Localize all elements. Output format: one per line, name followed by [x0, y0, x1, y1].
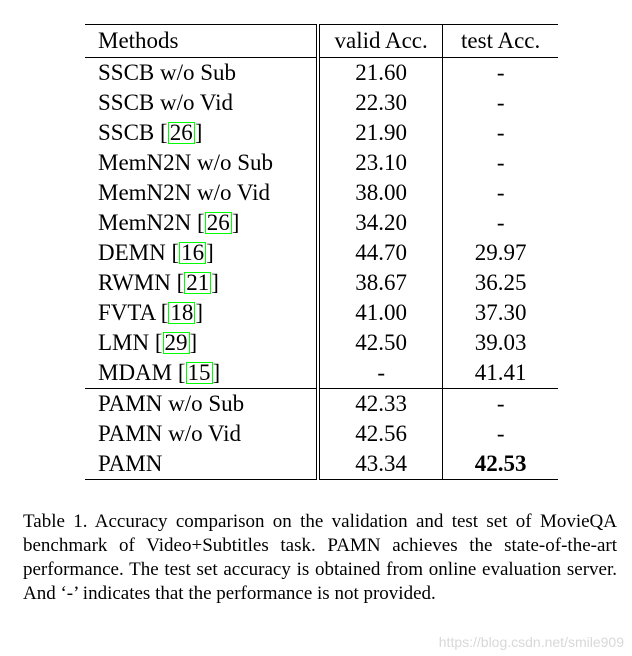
method-name: MDAM [98, 360, 173, 385]
table-row [85, 298, 558, 328]
test-acc-cell: - [443, 178, 558, 208]
citation-link[interactable]: 21 [186, 270, 210, 295]
method-name: DEMN [98, 240, 166, 265]
table-row [85, 358, 558, 389]
table-row [85, 118, 558, 148]
results-table [85, 24, 558, 480]
method-name: PAMN [98, 451, 163, 476]
test-acc-cell: 39.03 [443, 328, 558, 358]
watermark: https://blog.csdn.net/smile909 [438, 634, 624, 650]
valid-acc-cell: 21.90 [318, 118, 443, 148]
header-valid-acc: valid Acc. [318, 25, 443, 58]
test-acc-cell: 42.53 [443, 449, 558, 480]
valid-acc-cell: 44.70 [318, 238, 443, 268]
citation-link[interactable]: 26 [206, 210, 230, 235]
method-name: SSCB w/o Vid [98, 90, 233, 115]
method-cell: RWMN [21] [98, 270, 219, 295]
table-row [85, 208, 558, 238]
test-acc-cell: 29.97 [443, 238, 558, 268]
valid-acc-cell: 38.00 [318, 178, 443, 208]
method-name: PAMN w/o Sub [98, 391, 245, 416]
method-cell [85, 148, 318, 178]
citation-link[interactable]: 29 [164, 330, 188, 355]
test-acc-cell: - [443, 88, 558, 118]
table-row [85, 58, 558, 89]
citation-link[interactable]: 26 [169, 120, 193, 145]
table-row [85, 389, 558, 420]
method-cell [85, 178, 318, 208]
table-header-row [85, 25, 558, 58]
test-acc-cell: - [443, 118, 558, 148]
citation-link[interactable]: 18 [170, 300, 194, 325]
table-row [85, 238, 558, 268]
method-name: MemN2N [98, 210, 192, 235]
valid-acc-cell: 34.20 [318, 208, 443, 238]
method-cell [85, 58, 318, 89]
test-acc-cell: 37.30 [443, 298, 558, 328]
method-cell [85, 88, 318, 118]
method-cell [85, 449, 318, 480]
method-name: PAMN w/o Vid [98, 421, 242, 446]
method-name: FVTA [98, 300, 155, 325]
test-acc-cell: - [443, 389, 558, 420]
test-acc-cell: - [443, 58, 558, 89]
table-row [85, 148, 558, 178]
test-acc-cell: 36.25 [443, 268, 558, 298]
citation-link[interactable]: 15 [187, 360, 211, 385]
valid-acc-cell: 42.56 [318, 419, 443, 449]
header-methods: Methods [85, 25, 318, 58]
method-cell: SSCB [26] [98, 120, 203, 145]
table-row [85, 268, 558, 298]
header-test-acc: test Acc. [443, 25, 558, 58]
valid-acc-cell: 21.60 [318, 58, 443, 89]
valid-acc-cell: - [318, 358, 443, 389]
valid-acc-cell: 22.30 [318, 88, 443, 118]
method-name: RWMN [98, 270, 171, 295]
method-cell: FVTA [18] [98, 300, 204, 325]
method-cell: DEMN [16] [98, 240, 214, 265]
method-cell: MDAM [15] [85, 358, 318, 389]
method-name: LMN [98, 330, 150, 355]
test-acc-cell: - [443, 419, 558, 449]
valid-acc-cell: 42.50 [318, 328, 443, 358]
test-acc-cell: 41.41 [443, 358, 558, 389]
test-acc-cell: - [443, 208, 558, 238]
valid-acc-cell: 41.00 [318, 298, 443, 328]
table-caption: Table 1. Accuracy comparison on the validation and test set of MovieQA benchmark of Video+Subtitles task. PAMN achieves the state-of-the-art performance. The test set accuracy is obtained from online evaluation server. And ‘-’ indicates that the performance is not provided. [23, 511, 617, 604]
method-name: SSCB [98, 120, 155, 145]
method-cell: LMN [29] [98, 330, 198, 355]
method-name: SSCB w/o Sub [98, 60, 237, 85]
valid-acc-cell: 43.34 [318, 449, 443, 480]
table-row [85, 328, 558, 358]
table-row [85, 178, 558, 208]
table-row [85, 419, 558, 449]
valid-acc-cell: 42.33 [318, 389, 443, 420]
citation-link[interactable]: 16 [181, 240, 205, 265]
valid-acc-cell: 23.10 [318, 148, 443, 178]
method-cell [85, 419, 318, 449]
test-acc-cell: - [443, 148, 558, 178]
method-name: MemN2N w/o Sub [98, 150, 274, 175]
method-cell [85, 389, 318, 420]
method-cell: MemN2N [26] [98, 210, 240, 235]
valid-acc-cell: 38.67 [318, 268, 443, 298]
table-row [85, 449, 558, 480]
table-body [85, 25, 558, 480]
table-row [85, 88, 558, 118]
method-name: MemN2N w/o Vid [98, 180, 270, 205]
